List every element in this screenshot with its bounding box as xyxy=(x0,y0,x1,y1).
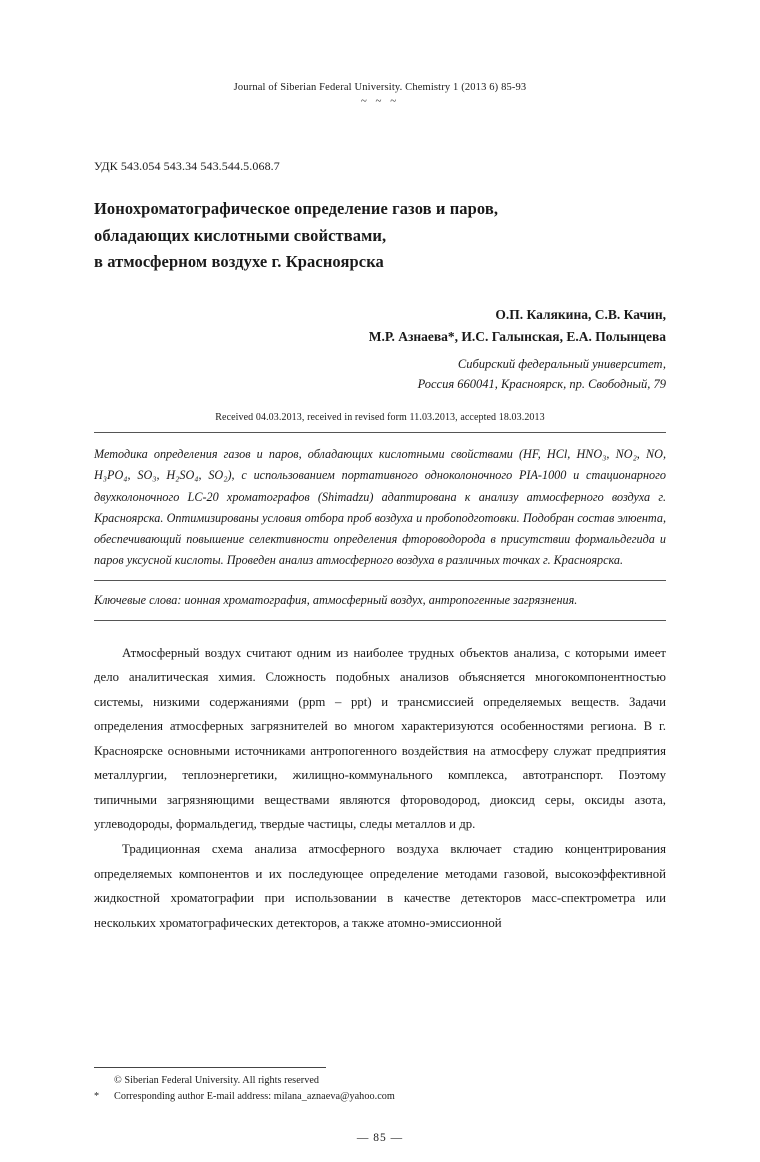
copyright-text: © Siberian Federal University. All rights reserved xyxy=(114,1074,320,1086)
paper-page xyxy=(0,82,760,1162)
author-line-1: О.П. Калякина, С.В. Качин, xyxy=(495,307,666,323)
body-paragraph-2: Традиционная схема анализа атмосферного воздуха включает стадию концентрирования определяемых компонентов и их последующее определение методами газовой, высокоэффективной жидкостной хроматографии при использовании в качестве детекторов масс-спектрометра или нескольких хроматографических детекторов, а также атомно-эмиссионной xyxy=(94,842,666,930)
udc-code: УДК 543.054 543.34 543.544.5.068.7 xyxy=(94,159,280,173)
corresponding-author-text: Corresponding author E-mail address: milana_aznaeva@yahoo.com xyxy=(114,1091,395,1103)
corresponding-author-line xyxy=(94,1089,666,1106)
ornament-divider: ~ ~ ~ xyxy=(360,95,400,107)
page-footer xyxy=(94,1067,666,1106)
title-line-1: Ионохроматографическое определение газов и паров, xyxy=(94,199,499,218)
abstract-text: Методика определения газов и паров, обладающих кислотными свойствами (HF, HCl, HNO₃, NO₂, NO, H₃PO₄, SO₃, H₂SO₄, SO₂), с использованием портативного одноколоночного PIA-1000 и стационарного двухколоночного LC-20 хроматографов (Shimadzu) адаптирована к анализу атмосферного воздуха г. Красноярска. Оптимизированы условия отбора проб воздуха и пробоподготовки. Подобран состав элюента, обеспечивающий повышение селективности определения фтороводорода в присутствии формальдегида и паров уксусной кислоты. Проведен анализ атмосферного воздуха в различных точках г. Красноярска. xyxy=(94,447,666,567)
page-title xyxy=(94,196,666,276)
author-line-2: М.Р. Азнаева*, И.С. Галынская, Е.А. Полынцева xyxy=(368,329,666,345)
body-text xyxy=(94,641,666,936)
journal-header: Journal of Siberian Federal University. Chemistry 1 (2013 6) 85-93 xyxy=(233,82,527,93)
footnote-marker: * xyxy=(94,1091,100,1103)
title-line-3: в атмосферном воздухе г. Красноярска xyxy=(94,252,384,272)
affiliation xyxy=(94,354,666,395)
copyright-line xyxy=(94,1073,666,1090)
affiliation-line-1: Сибирский федеральный университет, xyxy=(457,356,666,371)
received-dates: Received 04.03.2013, received in revised form 11.03.2013, accepted 18.03.2013 xyxy=(215,412,545,424)
author-list xyxy=(94,304,666,348)
body-paragraph-1: Атмосферный воздух считают одним из наиболее трудных объектов анализа, с которыми имеет дело аналитическая химия. Сложность подобных анализов объясняется многокомпонентностью системы, низкими содержаниями (ppm – ppt) и трансмиссией определяемых веществ. Задачи определения атмосферных загрязнителей во многом характеризуются особенностями региона. В г. Красноярске основными источниками антропогенного воздействия на атмосферу служат предприятия металлургии, теплоэнергетики, жилищно-коммунального комплекса, автотранспорт. Поэтому типичными загрязняющими веществами являются фтороводород, диоксид серы, оксиды азота, углеводороды, формальдегид, твердые частицы, следы металлов и др. xyxy=(94,645,666,832)
page-number: — 85 — xyxy=(356,1132,404,1144)
title-line-2: обладающих кислотными свойствами, xyxy=(94,225,387,245)
affiliation-line-2: Россия 660041, Красноярск, пр. Свободный, 79 xyxy=(417,377,666,392)
footnote-divider xyxy=(94,1067,326,1068)
divider-above-abstract xyxy=(94,432,666,433)
keywords-text: Ключевые слова: ионная хроматография, атмосферный воздух, антропогенные загрязнения. xyxy=(94,593,578,608)
divider-above-keywords xyxy=(94,580,666,581)
divider-below-keywords xyxy=(94,620,666,621)
